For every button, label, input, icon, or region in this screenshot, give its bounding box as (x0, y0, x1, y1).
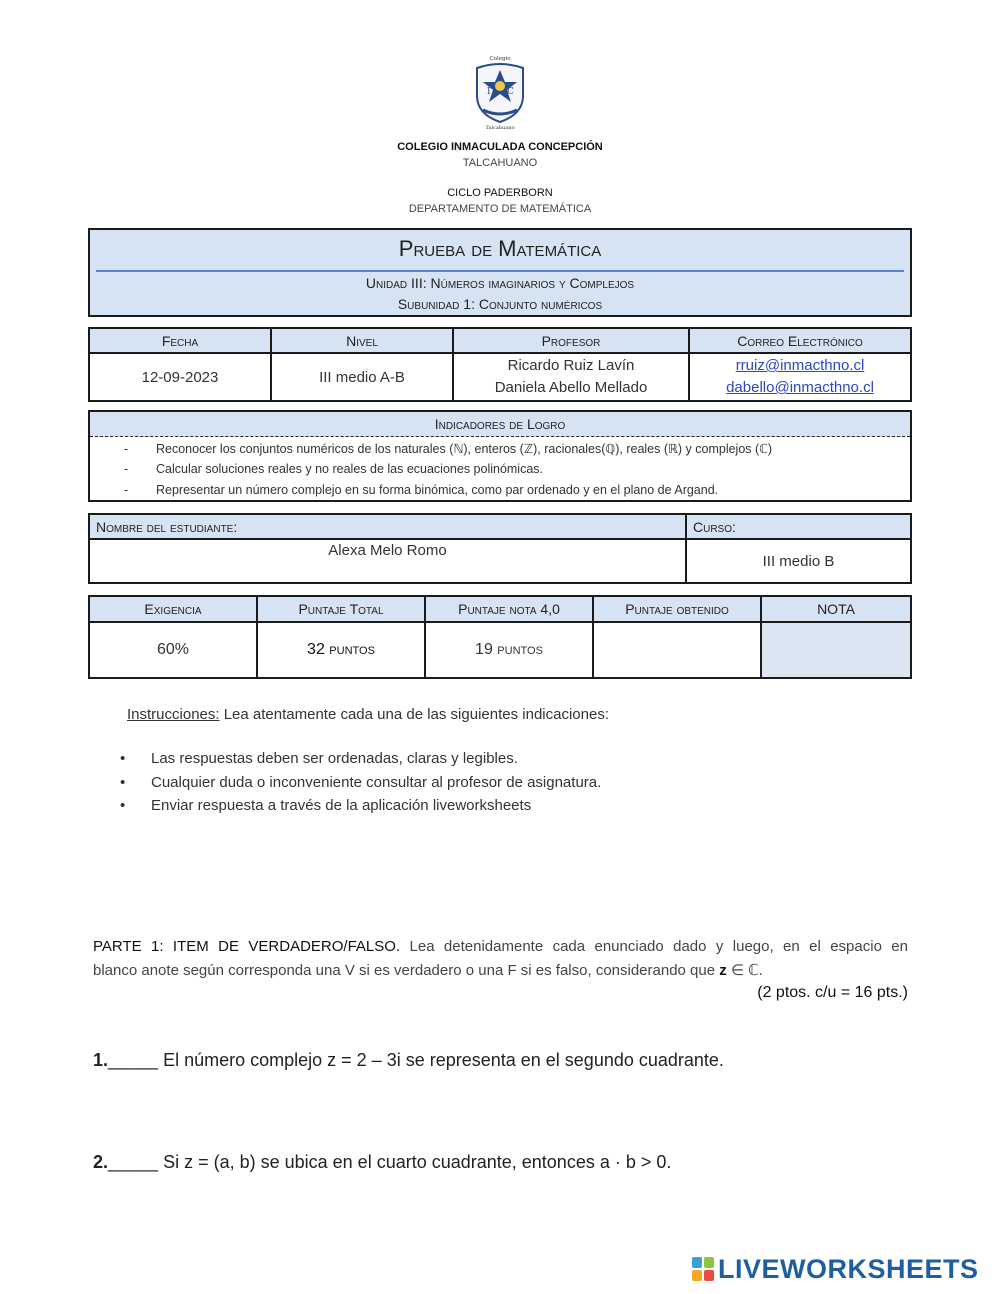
liveworksheets-badge-icon (692, 1257, 714, 1281)
info-table (88, 327, 912, 402)
teacher-2: Daniela Abello Mellado (494, 379, 648, 396)
nota4-points-unit: puntos (497, 641, 543, 658)
instructions-text: Lea atentamente cada una de las siguientes indicaciones: (219, 706, 609, 723)
logo-letter-left: I (487, 87, 491, 97)
instructions (127, 706, 609, 723)
instruction-bullet: • Cualquier duda o inconveniente consultar al profesor de asignatura. (120, 774, 602, 791)
course-field[interactable]: III medio B (686, 539, 911, 583)
title-divider (96, 270, 904, 272)
date-value: 12-09-2023 (89, 353, 271, 401)
question-text: Si z = (a, b) se ubica en el cuarto cuadrante, entonces a · b > 0. (158, 1152, 672, 1172)
logo-top-text: Colegio (489, 56, 511, 62)
instruction-bullet: • Las respuestas deben ser ordenadas, claras y legibles. (120, 750, 518, 767)
answer-blank[interactable]: _____ (108, 1050, 159, 1070)
school-cycle: CICLO PADERBORN (447, 187, 553, 199)
instructions-label: Instrucciones: (127, 706, 220, 723)
school-department: DEPARTAMENTO DE MATEMÁTICA (408, 203, 592, 215)
exigencia-value: 60% (89, 622, 257, 678)
header-puntaje-total: Puntaje Total (257, 596, 425, 622)
title-box (88, 228, 912, 317)
total-points-number: 32 (307, 641, 325, 658)
course-label: Curso: (686, 514, 911, 539)
nota4-points-number: 19 (475, 641, 493, 658)
subunit-title: Subunidad 1: Conjunto numéricos (397, 296, 603, 312)
teacher-1: Ricardo Ruiz Lavín (507, 357, 635, 374)
part1-title: PARTE 1: ITEM DE VERDADERO/FALSO. (93, 938, 401, 955)
total-points-unit: puntos (329, 641, 375, 658)
logo-bottom-text: Talcahuano (485, 125, 515, 130)
part1-text1: Lea detenidamente cada enunciado dado y luego, en el espacio en (400, 938, 908, 955)
level-value: III medio A-B (271, 353, 453, 401)
student-table (88, 513, 912, 584)
indicator-item: - Calcular soluciones reales y no reales de las ecuaciones polinómicas. (124, 462, 544, 476)
indicators-header: Indicadores de Logro (90, 412, 910, 437)
part1-points: (2 ptos. c/u = 16 pts.) (757, 984, 908, 1001)
email-link-2[interactable]: dabello@inmacthno.cl (726, 379, 874, 396)
indicator-item: - Representar un número complejo en su forma binómica, como par ordenado y en el plano de Argand. (124, 483, 719, 497)
question-2 (93, 1152, 671, 1173)
emails-cell (689, 353, 911, 401)
page-title: Prueba de Matemática (398, 236, 602, 261)
nota4-points (425, 622, 593, 678)
liveworksheets-brand: LIVEWORKSHEETS (718, 1254, 979, 1284)
student-name-field[interactable]: Alexa Melo Romo (89, 539, 686, 583)
header-puntaje-nota: Puntaje nota 4,0 (425, 596, 593, 622)
part1-cond-rest: ∈ ℂ. (726, 962, 763, 979)
header-fecha: Fecha (89, 328, 271, 353)
question-text: El número complejo z = 2 – 3i se representa en el segundo cuadrante. (158, 1050, 724, 1070)
part1-line2 (93, 961, 763, 979)
header-nota: NOTA (761, 596, 911, 622)
header-puntaje-obtenido: Puntaje obtenido (593, 596, 761, 622)
header-profesor: Profesor (453, 328, 689, 353)
part1-line1 (93, 938, 908, 955)
header-nivel: Nivel (271, 328, 453, 353)
question-number: 1. (93, 1050, 109, 1070)
school-logo (465, 52, 535, 130)
scores-table (88, 595, 912, 679)
answer-blank[interactable]: _____ (108, 1152, 159, 1172)
part1-text2: blanco anote según corresponda una V si es verdadero o una F si es falso, considerando que (93, 962, 720, 979)
logo-letter-right: C (507, 87, 514, 97)
total-points (257, 622, 425, 678)
unit-title: Unidad III: Números imaginarios y Complejos (365, 275, 635, 291)
indicator-item: - Reconocer los conjuntos numéricos de los naturales (ℕ), enteros (ℤ), racionales(ℚ), reales (ℝ) y complejos (ℂ) (124, 442, 773, 456)
email-link-1[interactable]: rruiz@inmacthno.cl (735, 357, 865, 374)
points-obtained-field[interactable] (593, 622, 761, 678)
school-name: COLEGIO INMACULADA CONCEPCIÓN (397, 141, 603, 153)
student-name-label: Nombre del estudiante: (89, 514, 686, 539)
grade-field[interactable] (761, 622, 911, 678)
header-exigencia: Exigencia (89, 596, 257, 622)
school-city: TALCAHUANO (462, 157, 538, 169)
instruction-bullet: • Enviar respuesta a través de la aplicación liveworksheets (120, 797, 532, 814)
header-correo: Correo Electrónico (689, 328, 911, 353)
question-number: 2. (93, 1152, 109, 1172)
question-1 (93, 1050, 724, 1071)
teachers-cell (453, 353, 689, 401)
part1-cond-bold: z (719, 962, 727, 979)
